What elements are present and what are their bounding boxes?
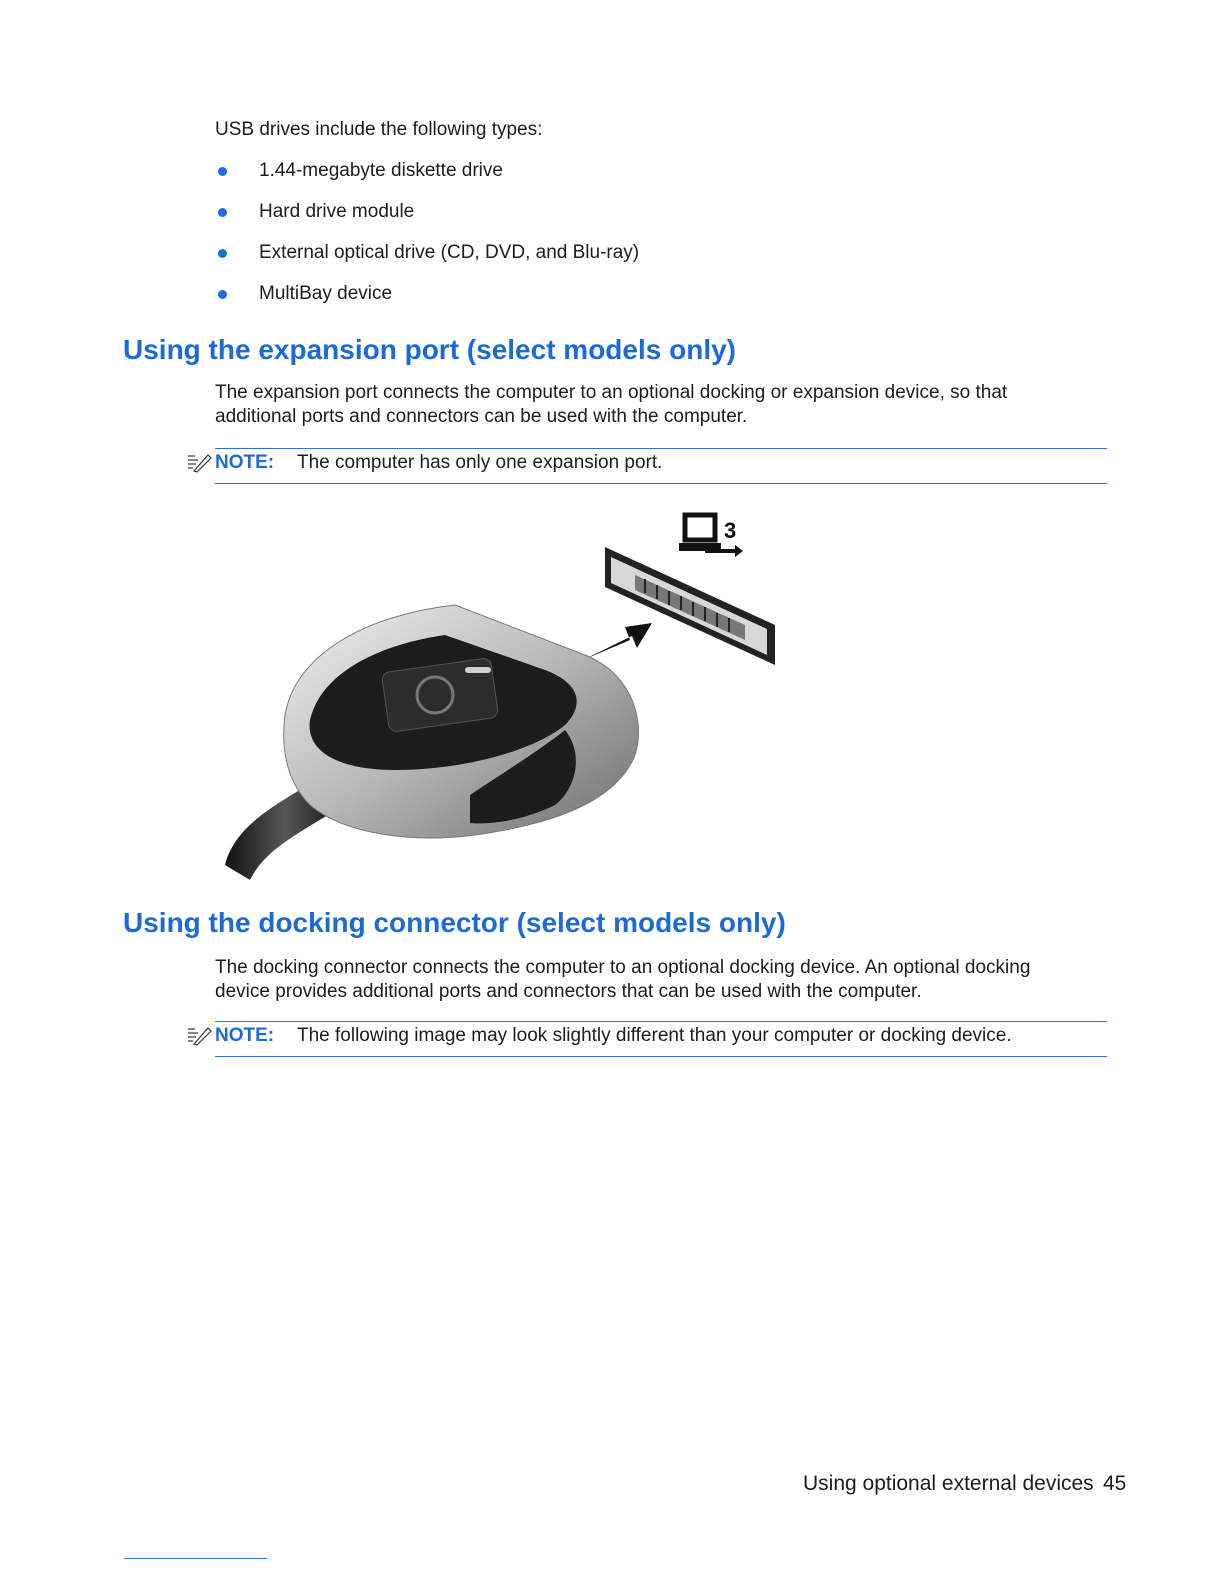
note-pencil-icon <box>186 451 212 473</box>
note-label: NOTE: <box>215 1025 275 1046</box>
list-item: MultiBay device <box>215 282 639 306</box>
docking-connector-paragraph: The docking connector connects the computer to an optional docking device. An optional docking device provides additional ports and connectors that can be used with the computer. <box>215 957 1031 1002</box>
list-item: 1.44-megabyte diskette drive <box>215 159 639 183</box>
bullet-icon <box>218 208 227 217</box>
expansion-port-illustration <box>215 505 785 880</box>
list-item: External optical drive (CD, DVD, and Blu-ray) <box>215 241 639 265</box>
note-pencil-icon <box>186 1024 212 1046</box>
section-heading-expansion-port: Using the expansion port (select models only) <box>123 334 736 365</box>
note-label: NOTE: <box>215 452 275 473</box>
docking-connector-plug <box>284 605 639 838</box>
bullet-icon <box>218 249 227 258</box>
intro-text: USB drives include the following types: <box>215 119 543 140</box>
footer-section-title: Using optional external devices <box>803 1472 1094 1495</box>
expansion-port-paragraph: The expansion port connects the computer to an optional docking or expansion device, so that additional ports and connectors can be used with the computer. <box>215 382 1008 427</box>
expansion-port-socket <box>605 547 775 665</box>
note-text: The computer has only one expansion port. <box>297 452 663 473</box>
insert-arrow-icon <box>583 623 652 660</box>
footer-rule <box>124 1558 267 1559</box>
section-heading-docking-connector: Using the docking connector (select models only) <box>123 907 786 938</box>
expansion-port-icon-number: 3 <box>724 518 737 543</box>
note-text: The following image may look slightly different than your computer or docking device. <box>297 1025 1012 1046</box>
note-expansion-port <box>215 448 1107 484</box>
usb-drive-list <box>215 159 639 323</box>
list-item: Hard drive module <box>215 200 639 224</box>
expansion-port-icon <box>679 515 743 557</box>
page-number: 45 <box>1103 1472 1127 1495</box>
bullet-icon <box>218 290 227 299</box>
note-docking-connector <box>215 1021 1107 1057</box>
bullet-icon <box>218 167 227 176</box>
